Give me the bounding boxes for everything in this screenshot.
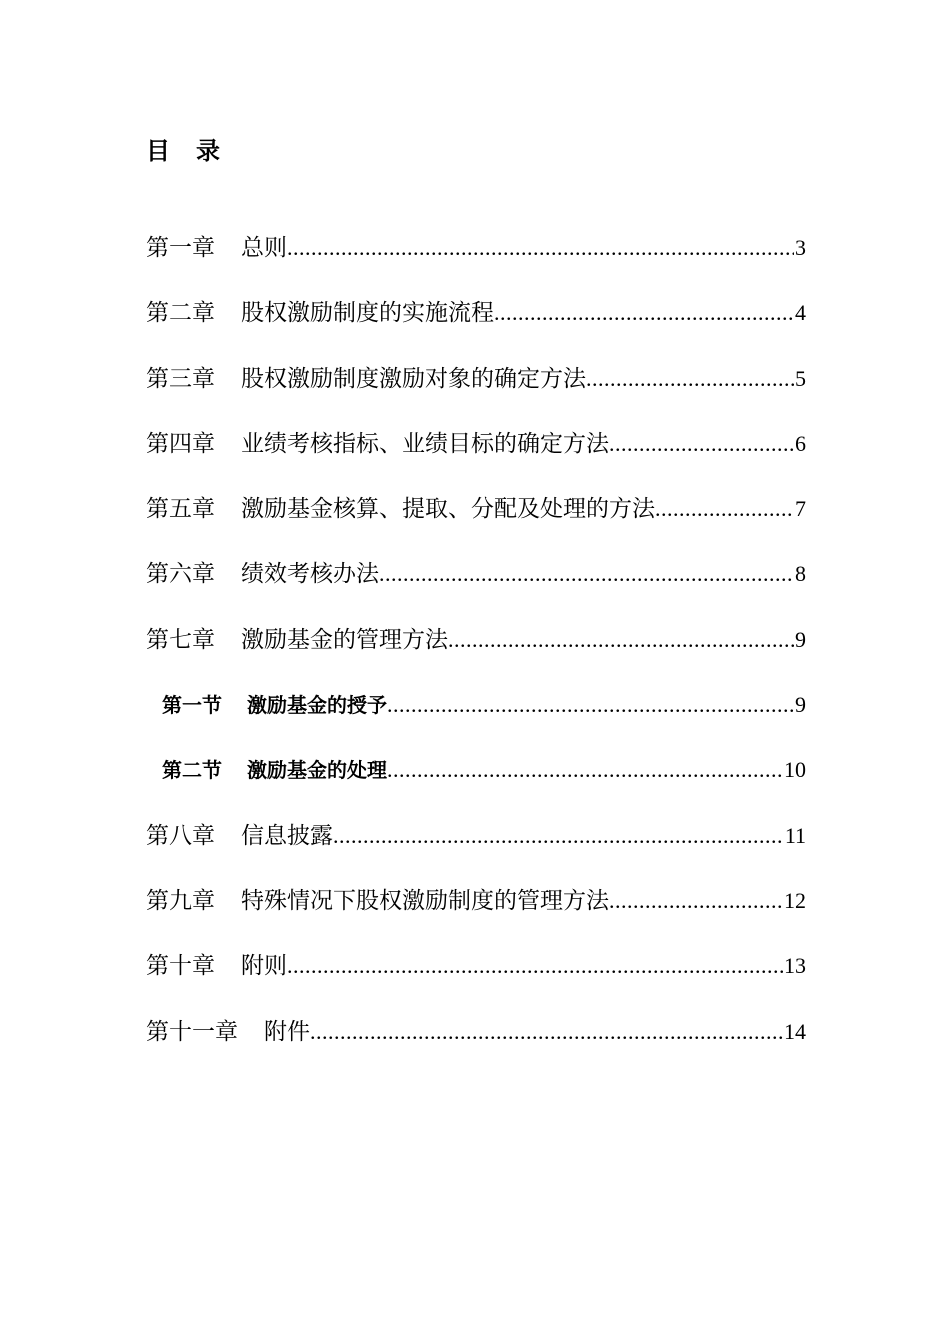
toc-page-number: 6 xyxy=(795,430,806,456)
toc-page-number: 12 xyxy=(784,887,806,913)
toc-entry-section-1[interactable] xyxy=(146,687,806,752)
toc-entry-section-2[interactable] xyxy=(146,752,806,817)
toc-entry-title: 激励基金的处理 xyxy=(247,758,387,783)
toc-page-number: 9 xyxy=(795,626,806,652)
toc-entry-title: 激励基金核算、提取、分配及处理的方法 xyxy=(241,496,655,523)
toc-chapter-label: 第一章 xyxy=(146,235,215,261)
toc-entry-title: 绩效考核办法 xyxy=(241,561,379,588)
toc-page-number: 11 xyxy=(784,822,806,848)
toc-page-number: 9 xyxy=(795,692,806,718)
toc-entry-title: 业绩考核指标、业绩目标的确定方法 xyxy=(241,430,609,457)
toc-entry-title: 特殊情况下股权激励制度的管理方法 xyxy=(241,887,609,914)
toc-page-number: 10 xyxy=(784,757,806,783)
toc-entry-chapter-3[interactable] xyxy=(146,361,806,426)
toc-entry-title: 附则 xyxy=(241,953,287,980)
toc-entry-chapter-5[interactable] xyxy=(146,491,806,556)
dot-leader xyxy=(387,752,783,788)
toc-entry-title: 股权激励制度的实施流程 xyxy=(241,300,494,327)
toc-chapter-label: 第十一章 xyxy=(146,1018,238,1045)
toc-page-number: 3 xyxy=(795,235,806,260)
dot-leader xyxy=(609,426,794,462)
toc-title-right: 录 xyxy=(196,136,220,165)
toc-entry-title: 总则 xyxy=(241,235,287,261)
dot-leader xyxy=(287,948,783,984)
toc-page-number: 14 xyxy=(784,1018,806,1044)
dot-leader xyxy=(379,556,794,592)
toc-page-number: 8 xyxy=(795,561,806,587)
toc-entry-chapter-10[interactable] xyxy=(146,948,806,1013)
toc-entry-chapter-6[interactable] xyxy=(146,556,806,621)
toc-entry-chapter-9[interactable] xyxy=(146,883,806,948)
toc-page-number: 7 xyxy=(795,496,806,522)
toc-entry-title: 激励基金的管理方法 xyxy=(241,626,448,653)
dot-leader xyxy=(448,622,794,658)
toc-entry-chapter-4[interactable] xyxy=(146,426,806,491)
table-of-contents xyxy=(146,230,806,1079)
dot-leader xyxy=(287,230,794,266)
toc-entry-chapter-2[interactable] xyxy=(146,295,806,360)
toc-entry-chapter-1[interactable] xyxy=(146,230,806,295)
toc-entry-title: 激励基金的授予 xyxy=(247,693,387,718)
dot-leader xyxy=(333,818,784,854)
dot-leader xyxy=(494,295,794,331)
toc-entry-title: 信息披露 xyxy=(241,822,333,849)
toc-page-number: 4 xyxy=(795,300,806,326)
toc-chapter-label: 第六章 xyxy=(146,561,215,588)
dot-leader xyxy=(586,361,794,397)
toc-entry-chapter-8[interactable] xyxy=(146,818,806,883)
dot-leader xyxy=(609,883,783,919)
toc-entry-chapter-11[interactable] xyxy=(146,1014,806,1079)
toc-chapter-label: 第二章 xyxy=(146,300,215,327)
toc-title xyxy=(146,134,220,168)
toc-entry-title: 股权激励制度激励对象的确定方法 xyxy=(241,365,586,392)
toc-entry-chapter-7[interactable] xyxy=(146,622,806,687)
toc-chapter-label: 第八章 xyxy=(146,822,215,849)
toc-section-label: 第二节 xyxy=(162,758,222,783)
toc-chapter-label: 第七章 xyxy=(146,626,215,653)
toc-title-left: 目 xyxy=(146,136,170,165)
dot-leader xyxy=(310,1014,783,1050)
toc-entry-title: 附件 xyxy=(264,1018,310,1045)
toc-chapter-label: 第五章 xyxy=(146,496,215,523)
toc-chapter-label: 第十章 xyxy=(146,953,215,980)
toc-page-number: 13 xyxy=(784,953,806,979)
toc-chapter-label: 第四章 xyxy=(146,430,215,457)
dot-leader xyxy=(655,491,794,527)
toc-section-label: 第一节 xyxy=(162,693,222,718)
toc-page-number: 5 xyxy=(795,365,806,391)
dot-leader xyxy=(387,687,794,723)
toc-chapter-label: 第三章 xyxy=(146,365,215,392)
toc-chapter-label: 第九章 xyxy=(146,887,215,914)
